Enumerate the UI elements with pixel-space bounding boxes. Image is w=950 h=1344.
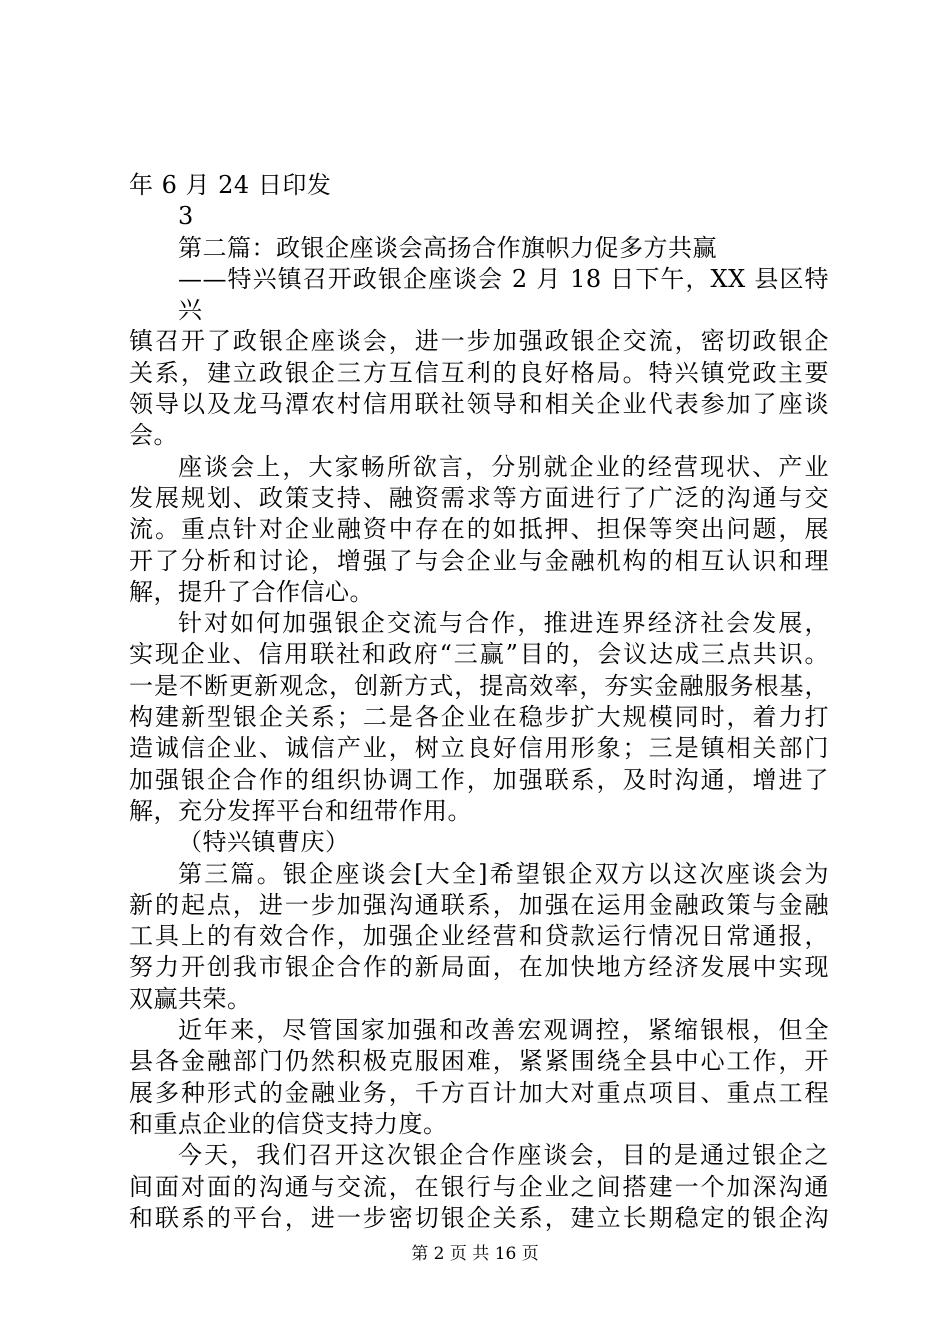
text-line: 造诚信企业、诚信产业，树立良好信用形象；三是镇相关部门 [129,734,829,763]
text-line: 近年来，尽管国家加强和改善宏观调控，紧缩银根，但全 [178,1016,829,1045]
text-line: 展多种形式的金融业务，千方百计加大对重点项目、重点工程 [129,1078,829,1107]
text-line: 构建新型银企关系；二是各企业在稳步扩大规模同时，着力打 [129,703,829,732]
text-line: 针对如何加强银企交流与合作，推进连界经济社会发展， [178,609,829,638]
text-line: （特兴镇曹庆） [178,828,350,857]
text-line: 一是不断更新观念，创新方式，提高效率，夯实金融服务根基， [129,671,829,700]
text-line: 会。 [129,421,178,450]
text-line: 间面对面的沟通与交流，在银行与企业之间搭建一个加深沟通 [129,1172,829,1201]
text-line: 解，提升了合作信心。 [129,577,374,606]
text-line: 发展规划、政策支持、融资需求等方面进行了广泛的沟通与交 [129,483,829,512]
text-line: ——特兴镇召开政银企座谈会 2 月 18 日下午，XX 县区特兴 [178,264,829,325]
text-line: 开了分析和讨论，增强了与会企业与金融机构的相互认识和理 [129,546,829,575]
text-line: 镇召开了政银企座谈会，进一步加强政银企交流，密切政银企 [129,327,829,356]
text-line: 座谈会上，大家畅所欲言，分别就企业的经营现状、产业 [178,452,829,481]
text-line: 实现企业、信用联社和政府“三赢”目的，会议达成三点共识。 [129,640,829,669]
text-line: 双赢共荣。 [129,984,252,1013]
text-line: 县各金融部门仍然积极克服困难，紧紧围绕全县中心工作，开 [129,1047,829,1076]
text-line: 努力开创我市银企合作的新局面，在加快地方经济发展中实现 [129,953,829,982]
text-line: 关系，建立政银企三方互信互利的良好格局。特兴镇党政主要 [129,358,829,387]
text-line: 3 [178,202,194,231]
text-line: 今天，我们召开这次银企合作座谈会，目的是通过银企之 [178,1141,829,1170]
text-line: 流。重点针对企业融资中存在的如抵押、担保等突出问题，展 [129,515,829,544]
text-line: 第二篇：政银企座谈会高扬合作旗帜力促多方共赢 [178,233,717,262]
text-line: 工具上的有效合作，加强企业经营和贷款运行情况日常通报， [129,922,829,951]
document-body [129,170,829,1234]
page-footer: 第 2 页 共 16 页 [411,1244,539,1264]
text-line: 和联系的平台，进一步密切银企关系，建立长期稳定的银企沟 [129,1203,829,1232]
text-line: 第三篇。银企座谈会[大全]希望银企双方以这次座谈会为 [178,859,829,888]
text-line: 新的起点，进一步加强沟通联系，加强在运用金融政策与金融 [129,890,829,919]
text-line: 领导以及龙马潭农村信用联社领导和相关企业代表参加了座谈 [129,390,829,419]
text-line: 加强银企合作的组织协调工作，加强联系，及时沟通，增进了 [129,765,829,794]
text-line: 年 6 月 24 日印发 [129,171,332,199]
text-line: 解，充分发挥平台和纽带作用。 [129,796,472,825]
text-line: 和重点企业的信贷支持力度。 [129,1109,448,1138]
